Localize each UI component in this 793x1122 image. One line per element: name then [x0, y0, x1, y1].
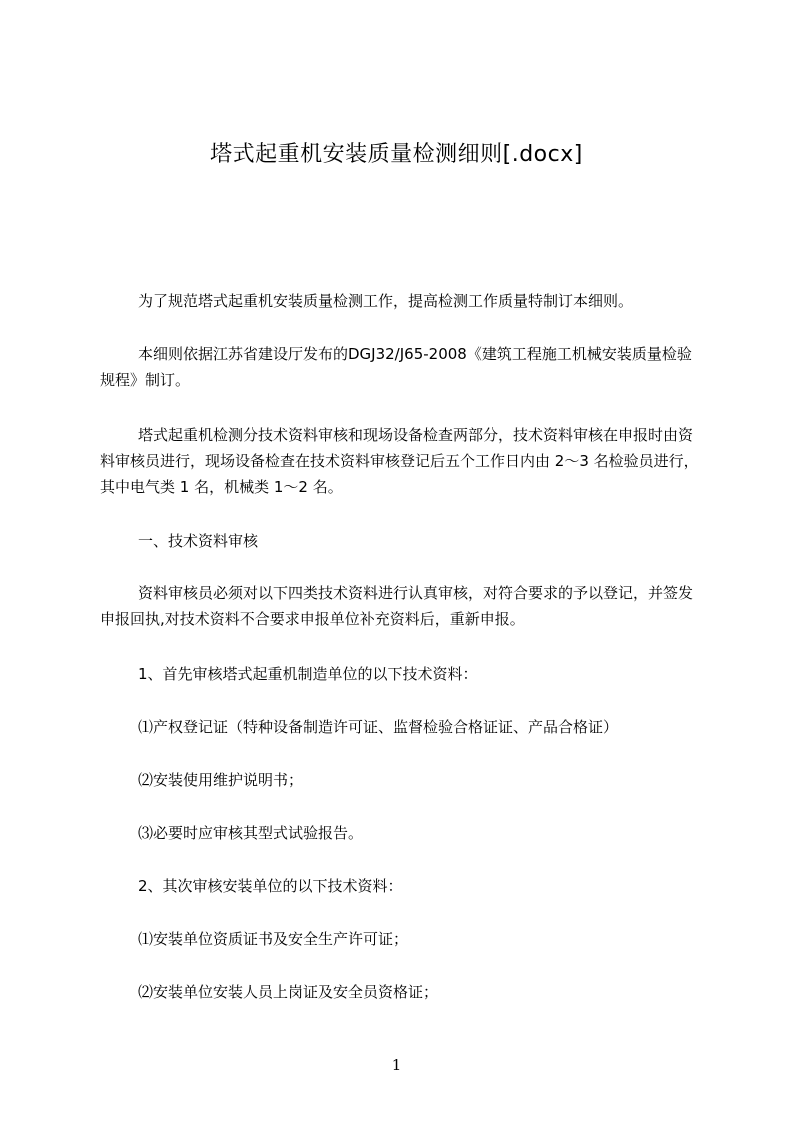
list-heading-installer: 2、其次审核安装单位的以下技术资料： [138, 877, 403, 895]
list-heading-manufacturer: 1、首先审核塔式起重机制造单位的以下技术资料： [138, 665, 478, 683]
paragraph-basis: 本细则依据江苏省建设厅发布的DGJ32/J65-2008《建筑工程施工机械安装质量检验规程》制订。 [100, 345, 692, 389]
list-item-type-test-report: ⑶必要时应审核其型式试验报告。 [138, 824, 364, 842]
paragraph-purpose: 为了规范塔式起重机安装质量检测工作，提高检测工作质量特制订本细则。 [138, 292, 634, 310]
list-item-manual: ⑵安装使用维护说明书； [138, 771, 304, 789]
document-title: 塔式起重机安装质量检测细则[.docx] [210, 142, 583, 167]
paragraph-scope: 塔式起重机检测分技术资料审核和现场设备检查两部分，技术资料审核在申报时由资料审核员进行，现场设备检查在技术资料审核登记后五个工作日内由 2～3 名检验员进行，其中电气类 1 名，机械类 1～2 名。 [100, 426, 699, 496]
page-number: 1 [391, 1056, 402, 1074]
list-item-qualification-certificate: ⑴安装单位资质证书及安全生产许可证； [138, 930, 409, 948]
list-item-staff-certificates: ⑵安装单位安装人员上岗证及安全员资格证； [138, 983, 439, 1001]
list-item-ownership-certificate: ⑴产权登记证（特种设备制造许可证、监督检验合格证证、产品合格证） [138, 718, 619, 736]
section-heading-technical-review: 一、技术资料审核 [138, 532, 259, 550]
paragraph-review-requirements: 资料审核员必须对以下四类技术资料进行认真审核，对符合要求的予以登记，并签发申报回执,对技术资料不合要求申报单位补充资料后，重新申报。 [100, 584, 694, 628]
